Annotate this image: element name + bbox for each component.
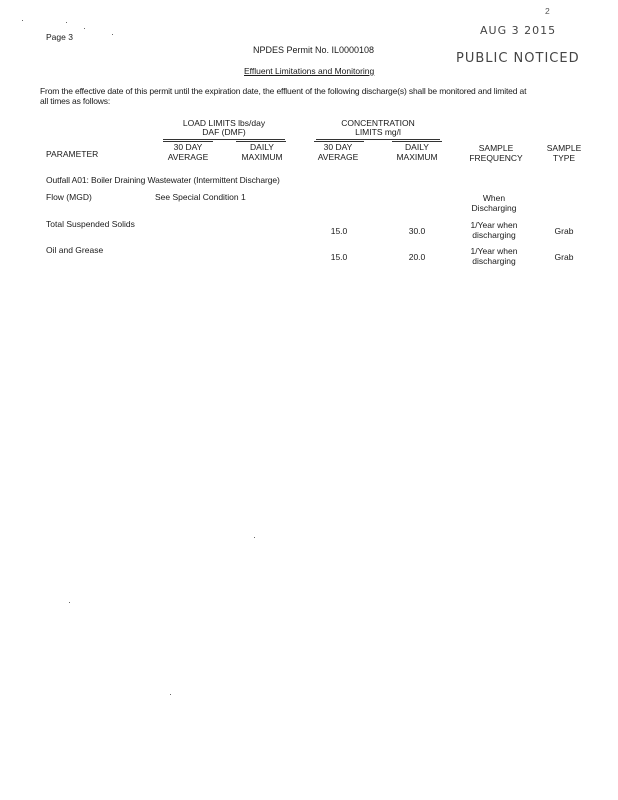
concentration-group-rule xyxy=(316,139,440,140)
row-oil-grease-frequency-line2: discharging xyxy=(472,256,516,266)
col-header-sample-frequency xyxy=(460,143,532,163)
intro-line-1: From the effective date of this permit until the expiration date, the effluent of the following discharge(s) shall be monitored and limited at xyxy=(40,86,527,96)
col-rule-conc-avg xyxy=(314,141,364,142)
permit-number: NPDES Permit No. IL0000108 xyxy=(253,45,375,55)
row-flow-frequency-line1: When xyxy=(482,193,506,203)
col-header-conc-max-line1: DAILY xyxy=(405,142,429,152)
intro-line-2: all times as follows: xyxy=(40,96,111,106)
row-tss-frequency-line1: 1/Year when xyxy=(470,220,518,230)
col-header-load-avg xyxy=(160,142,216,162)
section-title xyxy=(244,66,374,76)
col-header-freq-line1: SAMPLE xyxy=(478,143,514,153)
scan-speck xyxy=(66,22,67,23)
load-group-rule xyxy=(163,139,285,140)
col-header-conc-avg xyxy=(310,142,366,162)
row-tss-parameter: Total Suspended Solids xyxy=(46,219,135,229)
col-header-parameter: PARAMETER xyxy=(46,149,99,159)
col-header-type-line1: SAMPLE xyxy=(546,143,582,153)
page-number: Page 3 xyxy=(46,32,73,42)
col-header-conc-max xyxy=(387,142,447,162)
col-rule-load-max xyxy=(236,141,286,142)
row-oil-grease-conc-max: 20.0 xyxy=(408,252,426,262)
col-header-conc-avg-line1: 30 DAY xyxy=(323,142,353,152)
col-header-freq-line2: FREQUENCY xyxy=(469,153,523,163)
section-title-text: Effluent Limitations and Monitoring xyxy=(244,66,375,76)
intro-paragraph xyxy=(40,86,600,106)
scan-speck xyxy=(69,602,70,603)
load-limits-subheader: DAF (DMF) xyxy=(202,127,246,137)
row-tss-type: Grab xyxy=(554,226,574,236)
row-tss-conc-max: 30.0 xyxy=(408,226,426,236)
concentration-subheader: LIMITS mg/l xyxy=(355,127,401,137)
concentration-header: CONCENTRATION xyxy=(341,118,415,128)
scan-speck xyxy=(112,34,113,35)
col-header-load-max-line1: DAILY xyxy=(250,142,274,152)
row-oil-grease-conc-avg: 15.0 xyxy=(330,252,348,262)
row-flow-parameter: Flow (MGD) xyxy=(46,192,92,202)
public-noticed-stamp: PUBLIC NOTICED xyxy=(456,51,580,66)
scan-speck xyxy=(22,20,23,21)
col-rule-load-avg xyxy=(163,141,213,142)
col-header-load-max-line2: MAXIMUM xyxy=(241,152,283,162)
row-oil-grease-type: Grab xyxy=(554,252,574,262)
scan-speck xyxy=(254,537,255,538)
row-oil-grease-parameter: Oil and Grease xyxy=(46,245,104,255)
col-header-sample-type xyxy=(536,143,592,163)
row-oil-grease-frequency xyxy=(456,246,532,266)
row-tss-conc-avg: 15.0 xyxy=(330,226,348,236)
scan-speck xyxy=(170,694,171,695)
row-tss-frequency-line2: discharging xyxy=(472,230,516,240)
col-header-load-avg-line2: AVERAGE xyxy=(167,152,209,162)
row-tss-frequency xyxy=(456,220,532,240)
outfall-description: Outfall A01: Boiler Draining Wastewater (Intermittent Discharge) xyxy=(46,175,280,185)
col-rule-conc-max xyxy=(392,141,442,142)
col-header-type-line2: TYPE xyxy=(552,153,576,163)
col-header-load-max xyxy=(232,142,292,162)
col-header-conc-max-line2: MAXIMUM xyxy=(396,152,438,162)
col-header-conc-avg-line2: AVERAGE xyxy=(317,152,359,162)
corner-mark: 2 xyxy=(545,6,550,16)
received-date-stamp: AUG 3 2015 xyxy=(480,24,557,37)
row-flow-note: See Special Condition 1 xyxy=(155,192,246,202)
load-limits-header: LOAD LIMITS lbs/day xyxy=(182,118,266,128)
row-flow-frequency-line2: Discharging xyxy=(471,203,517,213)
row-oil-grease-frequency-line1: 1/Year when xyxy=(470,246,518,256)
scan-speck xyxy=(84,28,85,29)
row-flow-frequency xyxy=(456,193,532,213)
col-header-load-avg-line1: 30 DAY xyxy=(173,142,203,152)
